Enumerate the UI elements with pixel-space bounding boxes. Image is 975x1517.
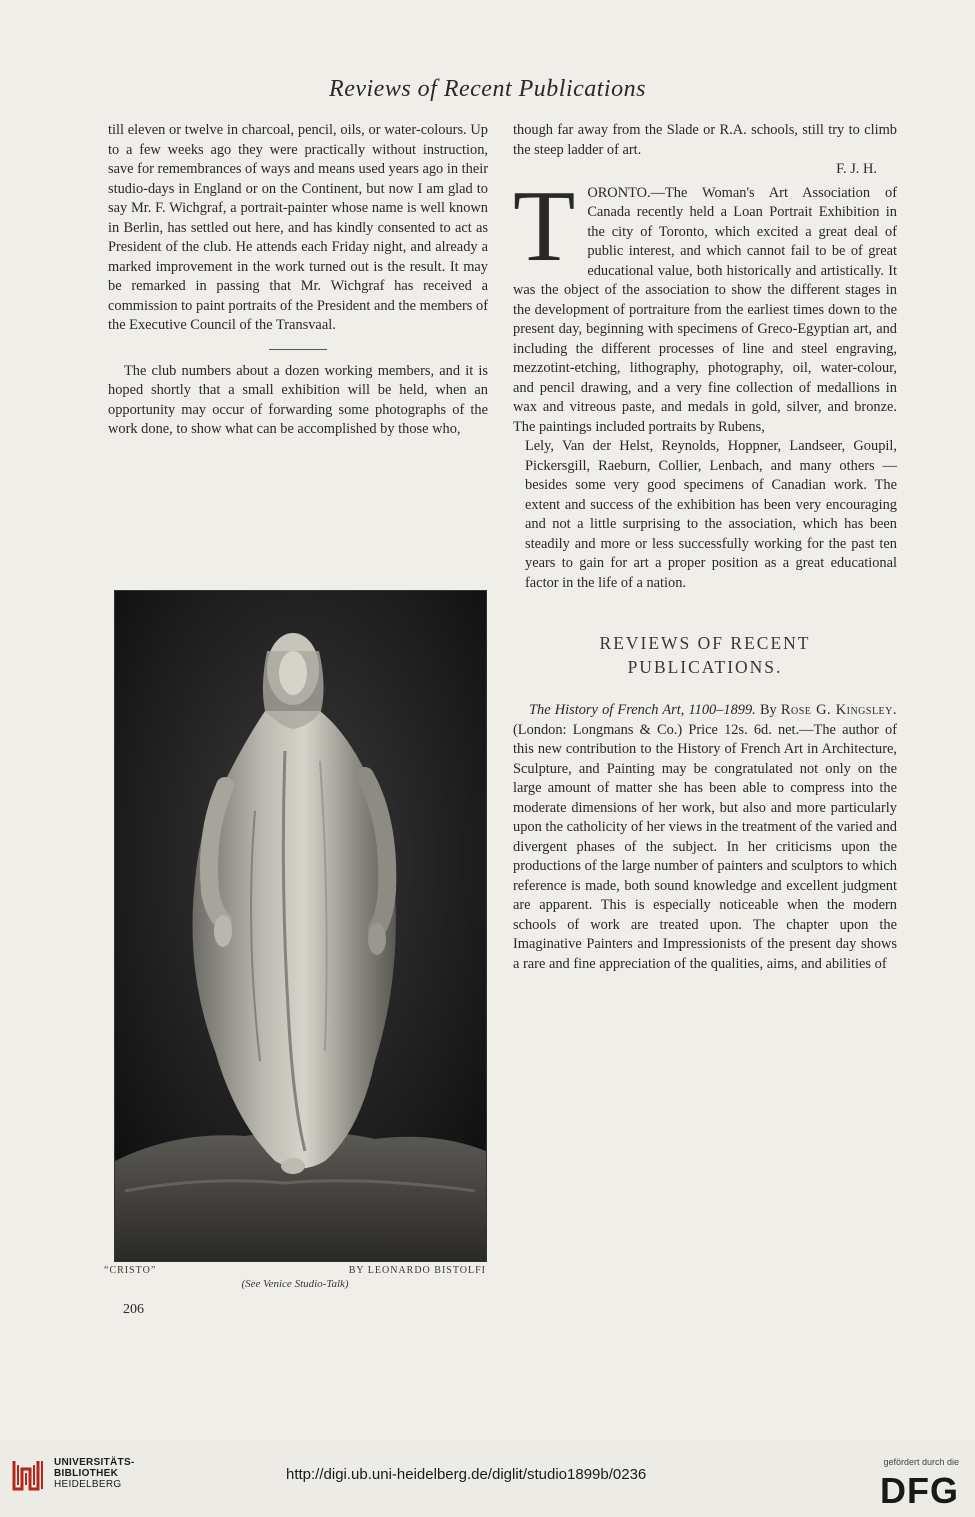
drop-cap-letter: T	[513, 169, 576, 283]
right-paragraph-1: though far away from the Slade or R.A. schools, still try to climb the steep ladder of art.	[513, 122, 897, 158]
section-heading	[513, 631, 897, 679]
left-paragraph-1: till eleven or twelve in charcoal, pencil, oils, or water-colours. Up to a few weeks ago they were practically without instruction, save for remembrances of ways and means used years ago in their studio-days in England or on the Continent, but now I am glad to say Mr. F. Wichgraf, a portrait-painter whose name is well known in Berlin, has settled out here, and has kindly consented to act as President of the club. He attends each Friday night, and already a marked improvement in the work turned out is the result. It may be remarked in passing that Mr. Wichgraf has received a commission to paint portraits of the President and the members of the Executive Council of the Transvaal.	[108, 122, 489, 333]
toronto-paragraph: ORONTO.—The Woman's Art Association of Canada recently held a Loan Portrait Exhibition in the city of Toronto, which excited a great deal of public interest, and which cannot fail to be of great educational value, both historically and artistically. It was the object of the association to show the different stages in the development of portraiture from the earliest times down to the present day, beginning with specimens of Greco-Egyptian art, and including the different processes of line and steel engraving, mezzotint-etching, lithography, photography, oil, water-colour, and pencil drawing, and a very fine collection of medallions in wax and vitreous paste, and medals in gold, silver, and bronze. The paintings included portraits by Rubens,	[513, 184, 897, 435]
section-divider	[269, 349, 327, 350]
review-author: Rose G. Kingsley.	[780, 702, 897, 718]
review-body: —The author of this new contribution to the History of French Art in Architecture, Sculpture, and Painting may be congratulated not only on the large amount of matter she has been able to compress into the moderate dimensions of her work, but also and more particularly upon the catholicity of her views in the treatment of the varied and divergent phases of the subject. In her criticisms upon the productions of the large number of painters and sculptors to which reference is made, both sound knowledge and excellent judgment are apparent. This is especially noticeable when the modern schools of work are treated upon. The chapter upon the Imaginative Painters and Impressionists of the present day shows a rare and fine appreciation of the qualities, aims, and abilities of	[513, 721, 897, 972]
author-signature: F. J. H.	[836, 161, 877, 177]
sculpture-photograph	[114, 590, 487, 1262]
section-heading-line-2: PUBLICATIONS.	[627, 657, 783, 677]
dfg-logo[interactable]: DFG	[880, 1470, 959, 1511]
caption-artist: BY LEONARDO BISTOLFI	[348, 1265, 486, 1276]
left-paragraph-2: The club numbers about a dozen working members, and it is hoped shortly that a small exhibition will be held, when an opportunity may occur of forwarding some photographs of the work done, to show what can be accomplished by those who,	[108, 362, 488, 437]
university-library-logo-icon[interactable]	[10, 1457, 46, 1493]
review-publisher: (London: Longmans & Co.)	[513, 721, 683, 738]
review-price: Price 12s. 6d. net.	[688, 721, 800, 738]
permalink-url[interactable]: http://digi.ub.uni-heidelberg.de/diglit/studio1899b/0236	[286, 1466, 647, 1483]
funded-by-label: gefördert durch die	[883, 1457, 959, 1467]
toronto-paragraph-continued: Lely, Van der Helst, Reynolds, Hoppner, Landseer, Goupil, Pickersgill, Raeburn, Collier, Lenbach, and many others — besides some very good specimens of Canadian work. The extent and success of the exhibition has been very encouraging and not a little surprising to the association, which has been steadily and more or less successfully working for the past ten years to gain for art a proper position as a great educational factor in the life of a nation.	[525, 438, 897, 591]
review-paragraph	[513, 701, 897, 974]
section-heading-line-1: REVIEWS OF RECENT	[599, 633, 811, 653]
review-by: By	[759, 702, 777, 718]
running-head: Reviews of Recent Publications	[329, 76, 646, 102]
review-book-title: The History of French Art, 1100–1899.	[529, 702, 756, 718]
left-column	[108, 121, 488, 440]
university-library-name: UNIVERSITÄTS- BIBLIOTHEK HEIDELBERG	[54, 1457, 135, 1490]
caption-reference: (See Venice Studio-Talk)	[241, 1278, 349, 1290]
caption-title: “CRISTO”	[104, 1265, 157, 1276]
cristo-sculpture-image	[115, 591, 486, 1261]
right-column	[513, 121, 897, 974]
page-number: 206	[123, 1302, 144, 1317]
